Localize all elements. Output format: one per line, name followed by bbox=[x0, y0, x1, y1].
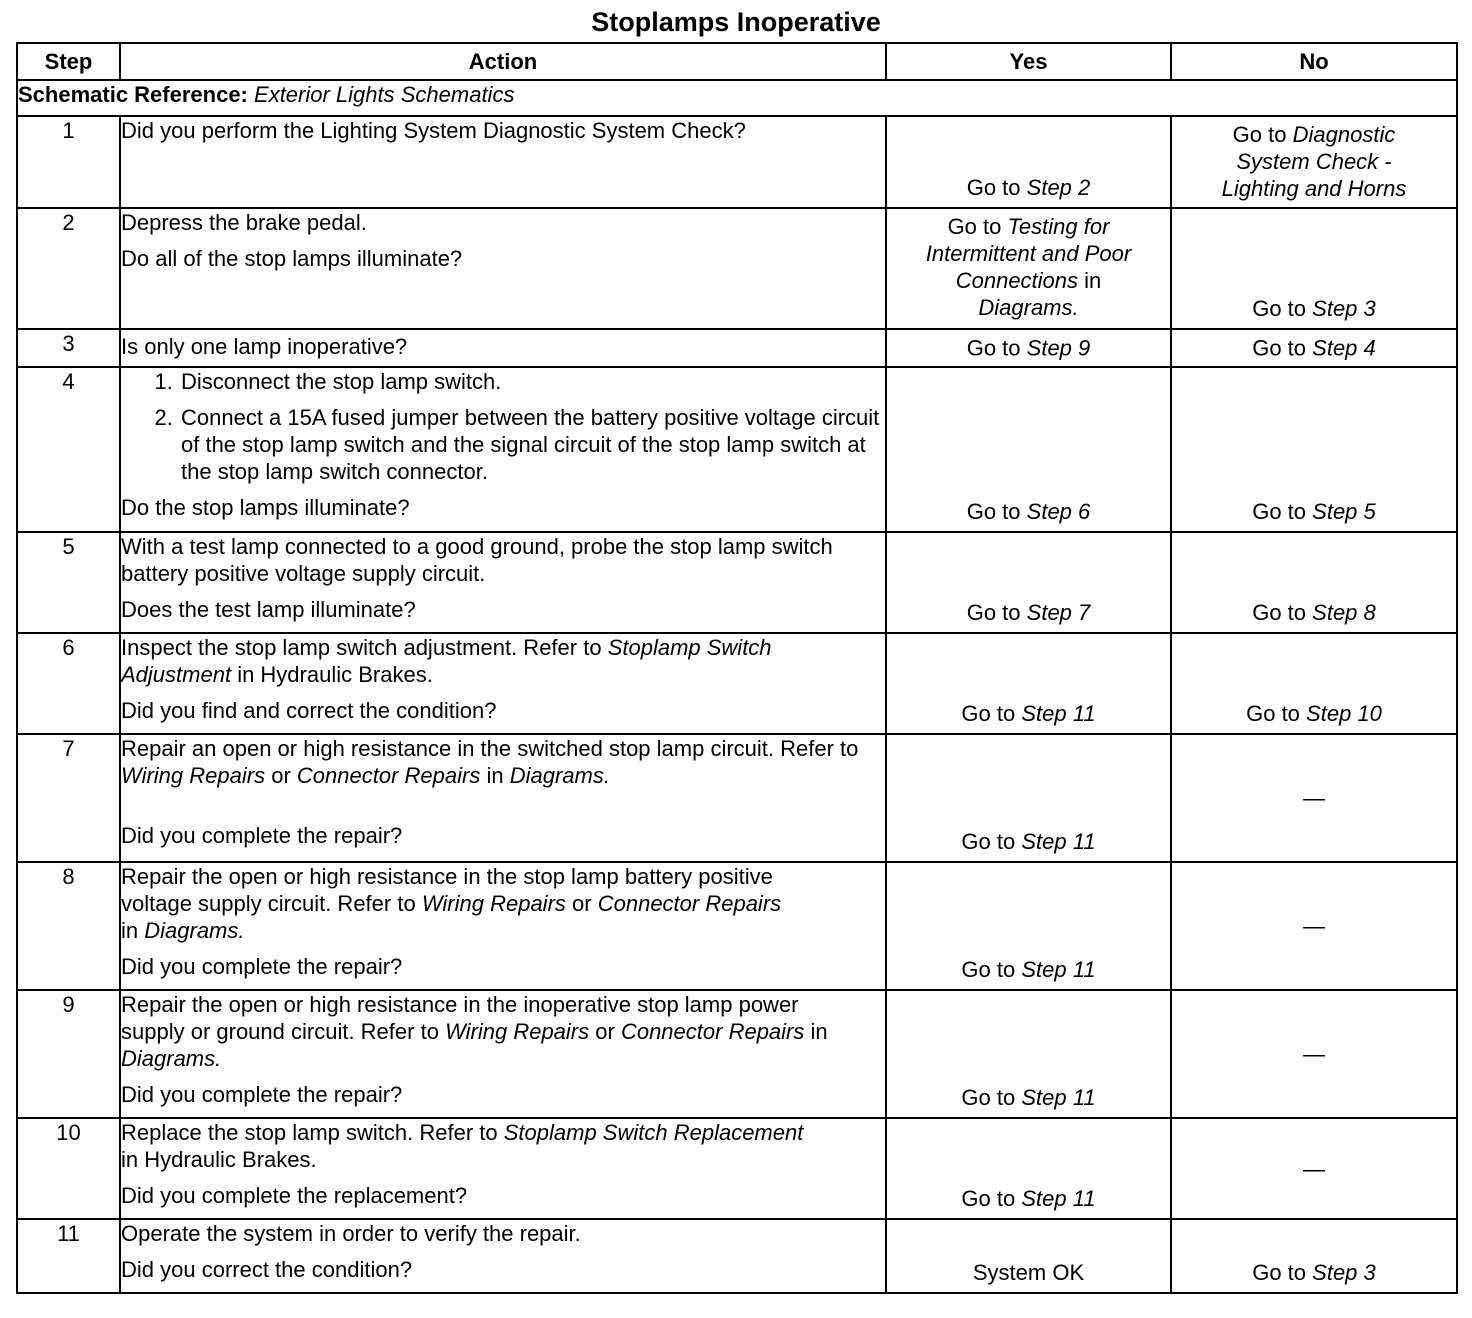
yes-prefix: Go to bbox=[961, 829, 1016, 854]
no-cell bbox=[1171, 990, 1457, 1118]
action-text-part: Repair the open or high resistance in the stop lamp battery positive voltage supply circuit. Refer to bbox=[121, 864, 773, 916]
no-step-link[interactable]: Step 4 bbox=[1312, 335, 1376, 361]
yes-cell bbox=[886, 208, 1171, 329]
column-header-yes: Yes bbox=[886, 43, 1171, 80]
column-header-action: Action bbox=[120, 43, 886, 80]
action-question: Do all of the stop lamps illuminate? bbox=[121, 246, 463, 271]
yes-cell bbox=[886, 633, 1171, 734]
action-question: Did you complete the repair? bbox=[121, 1082, 403, 1107]
page-title: Stoplamps Inoperative bbox=[591, 7, 881, 37]
no-step-link[interactable]: Step 5 bbox=[1312, 499, 1376, 524]
yes-cell bbox=[886, 329, 1171, 367]
yes-text: in bbox=[1084, 268, 1102, 293]
table-row bbox=[17, 862, 1457, 990]
table-row bbox=[17, 1219, 1457, 1293]
action-question: Did you complete the repair? bbox=[121, 823, 403, 848]
action-text-part: Inspect the stop lamp switch adjustment. Refer to bbox=[121, 635, 602, 660]
no-prefix: Go to bbox=[1232, 122, 1287, 147]
action-cell bbox=[120, 633, 886, 734]
yes-cell bbox=[886, 367, 1171, 532]
yes-step-link[interactable]: Step 11 bbox=[1021, 829, 1096, 854]
yes-step-link[interactable]: Step 6 bbox=[1026, 499, 1091, 524]
yes-cell bbox=[886, 1118, 1171, 1219]
yes-cell bbox=[886, 532, 1171, 633]
yes-cell bbox=[886, 990, 1171, 1118]
step-number: 10 bbox=[17, 1118, 120, 1219]
no-step-link[interactable]: Step 8 bbox=[1312, 600, 1376, 625]
action-text: Depress the brake pedal. bbox=[121, 210, 367, 235]
no-dash: — bbox=[1303, 1156, 1325, 1181]
action-text-part: in Hydraulic Brakes. bbox=[237, 662, 433, 687]
table-row bbox=[17, 208, 1457, 329]
action-text-part: or bbox=[271, 763, 291, 788]
reference-link[interactable]: Diagrams. bbox=[509, 763, 610, 788]
step-number: 9 bbox=[17, 990, 120, 1118]
action-cell bbox=[120, 862, 886, 990]
no-prefix: Go to bbox=[1252, 1260, 1307, 1285]
no-prefix: Go to bbox=[1252, 296, 1307, 321]
action-cell bbox=[120, 532, 886, 633]
action-text bbox=[121, 735, 885, 789]
action-text-part: in bbox=[810, 1019, 828, 1044]
table-row bbox=[17, 329, 1457, 367]
no-cell bbox=[1171, 208, 1457, 329]
yes-cell bbox=[886, 734, 1171, 862]
yes-cell bbox=[886, 862, 1171, 990]
no-cell bbox=[1171, 1219, 1457, 1293]
yes-prefix: Go to bbox=[966, 600, 1021, 625]
action-text: Operate the system in order to verify the repair. bbox=[121, 1221, 581, 1246]
action-text bbox=[121, 991, 885, 1072]
no-prefix: Go to bbox=[1246, 701, 1300, 726]
table-row bbox=[17, 1118, 1457, 1219]
reference-link[interactable]: Wiring Repairs bbox=[445, 1019, 590, 1044]
action-cell bbox=[120, 734, 886, 862]
action-steps-list bbox=[121, 368, 885, 485]
action-question: Did you complete the repair? bbox=[121, 954, 403, 979]
no-dash: — bbox=[1303, 913, 1325, 939]
action-text bbox=[121, 634, 885, 688]
action-cell bbox=[120, 1219, 886, 1293]
step-number: 2 bbox=[17, 208, 120, 329]
yes-result: System OK bbox=[972, 1260, 1085, 1285]
schematic-reference-link[interactable]: Exterior Lights Schematics bbox=[254, 82, 515, 107]
yes-step-link[interactable]: Step 11 bbox=[1021, 957, 1096, 982]
reference-link[interactable]: Stoplamp Switch Replacement bbox=[503, 1120, 804, 1145]
action-cell bbox=[120, 329, 886, 367]
step-number: 1 bbox=[17, 116, 120, 208]
table-row bbox=[17, 116, 1457, 208]
reference-link[interactable]: Wiring Repairs bbox=[421, 891, 566, 916]
yes-prefix: Go to bbox=[961, 957, 1016, 982]
no-cell bbox=[1171, 532, 1457, 633]
table-row bbox=[17, 734, 1457, 862]
action-text-part: Replace the stop lamp switch. Refer to bbox=[121, 1120, 498, 1145]
action-text-part: in Hydraulic Brakes. bbox=[121, 1147, 317, 1172]
action-question: Did you complete the replacement? bbox=[121, 1183, 468, 1208]
yes-prefix: Go to bbox=[966, 335, 1021, 361]
no-prefix: Go to bbox=[1252, 600, 1307, 625]
list-item: 2. Connect a 15A fused jumper between the battery positive voltage circuit of the stop lamp switch and the signal circuit of the stop lamp switch at the stop lamp switch connector. bbox=[179, 404, 885, 485]
schematic-reference bbox=[17, 80, 1457, 116]
table-row bbox=[17, 367, 1457, 532]
yes-cell bbox=[886, 116, 1171, 208]
action-text-part: or bbox=[595, 1019, 615, 1044]
no-prefix: Go to bbox=[1252, 499, 1307, 524]
action-text-part: Repair the open or high resistance in the inoperative stop lamp power supply or ground circuit. Refer to bbox=[121, 992, 799, 1044]
step-number: 4 bbox=[17, 367, 120, 532]
reference-link[interactable]: Diagrams. bbox=[144, 918, 245, 943]
action-question: Is only one lamp inoperative? bbox=[121, 334, 408, 359]
yes-prefix: Go to bbox=[961, 1085, 1016, 1110]
yes-prefix: Go to bbox=[961, 701, 1016, 726]
no-step-link[interactable]: Step 3 bbox=[1312, 1260, 1376, 1285]
yes-step-link[interactable]: Step 2 bbox=[1026, 175, 1091, 200]
no-ref-link[interactable]: Diagnostic bbox=[1292, 122, 1396, 147]
action-text bbox=[121, 1119, 885, 1173]
action-text-part: in bbox=[121, 918, 139, 943]
action-text: With a test lamp connected to a good ground, probe the stop lamp switch battery positive voltage supply circuit. bbox=[121, 534, 833, 586]
reference-link[interactable]: Connector Repairs bbox=[597, 891, 782, 916]
header-row bbox=[17, 43, 1457, 80]
no-cell bbox=[1171, 367, 1457, 532]
yes-step-link[interactable]: Step 7 bbox=[1026, 600, 1091, 625]
yes-prefix: Go to bbox=[966, 175, 1021, 200]
table-row bbox=[17, 633, 1457, 734]
no-step-link[interactable]: Step 3 bbox=[1312, 296, 1376, 321]
schematic-reference-label: Schematic Reference: bbox=[18, 82, 248, 107]
action-question: Did you correct the condition? bbox=[121, 1257, 413, 1282]
reference-link[interactable]: Connector Repairs bbox=[296, 763, 481, 788]
yes-prefix: Go to bbox=[961, 1186, 1016, 1211]
yes-step-link[interactable]: Step 11 bbox=[1021, 1186, 1096, 1211]
yes-step-link[interactable]: Step 11 bbox=[1021, 1085, 1096, 1110]
action-cell bbox=[120, 116, 886, 208]
yes-step-link[interactable]: Step 11 bbox=[1021, 701, 1096, 726]
no-dash: — bbox=[1303, 785, 1325, 811]
table-row bbox=[17, 532, 1457, 633]
action-cell bbox=[120, 208, 886, 329]
action-cell bbox=[120, 367, 886, 532]
reference-link[interactable]: Stoplamp Switch Adjustment bbox=[121, 635, 772, 687]
yes-ref-link[interactable]: Intermittent and Poor bbox=[925, 241, 1132, 266]
reference-link[interactable]: Connector Repairs bbox=[620, 1019, 805, 1044]
action-question: Does the test lamp illuminate? bbox=[121, 597, 416, 622]
yes-ref-link[interactable]: Testing for bbox=[1007, 214, 1110, 239]
yes-prefix: Go to bbox=[947, 214, 1002, 239]
no-dash: — bbox=[1303, 1041, 1325, 1067]
yes-ref-link[interactable]: Connections bbox=[955, 268, 1079, 293]
step-number: 7 bbox=[17, 734, 120, 862]
action-question: Do the stop lamps illuminate? bbox=[121, 495, 410, 520]
no-cell bbox=[1171, 329, 1457, 367]
no-cell bbox=[1171, 633, 1457, 734]
column-header-no: No bbox=[1171, 43, 1457, 80]
action-cell bbox=[120, 990, 886, 1118]
yes-cell bbox=[886, 1219, 1171, 1293]
no-ref-link[interactable]: Lighting and Horns bbox=[1221, 176, 1407, 201]
yes-prefix: Go to bbox=[966, 499, 1021, 524]
step-number: 3 bbox=[17, 329, 120, 367]
no-cell bbox=[1171, 1118, 1457, 1219]
action-text-part: in bbox=[486, 763, 504, 788]
yes-ref-link[interactable]: Diagrams. bbox=[978, 295, 1079, 320]
no-cell bbox=[1171, 734, 1457, 862]
schematic-reference-row bbox=[17, 80, 1457, 116]
no-cell bbox=[1171, 116, 1457, 208]
no-ref-link[interactable]: System Check - bbox=[1236, 149, 1392, 174]
yes-step-link[interactable]: Step 9 bbox=[1026, 335, 1091, 361]
action-text-part: or bbox=[572, 891, 592, 916]
diagnostic-table bbox=[16, 42, 1458, 1294]
no-prefix: Go to bbox=[1252, 335, 1307, 361]
step-number: 8 bbox=[17, 862, 120, 990]
column-header-step: Step bbox=[17, 43, 120, 80]
reference-link[interactable]: Wiring Repairs bbox=[121, 763, 266, 788]
step-number: 6 bbox=[17, 633, 120, 734]
action-question: Did you find and correct the condition? bbox=[121, 698, 497, 723]
action-text-part: Repair an open or high resistance in the switched stop lamp circuit. Refer to bbox=[121, 736, 859, 761]
no-cell bbox=[1171, 862, 1457, 990]
reference-link[interactable]: Diagrams. bbox=[121, 1046, 222, 1071]
list-item: 1. Disconnect the stop lamp switch. bbox=[179, 368, 885, 395]
action-text bbox=[121, 863, 885, 944]
action-question: Did you perform the Lighting System Diagnostic System Check? bbox=[121, 118, 746, 143]
table-row bbox=[17, 990, 1457, 1118]
step-number: 5 bbox=[17, 532, 120, 633]
action-cell bbox=[120, 1118, 886, 1219]
no-step-link[interactable]: Step 10 bbox=[1306, 701, 1382, 726]
step-number: 11 bbox=[17, 1219, 120, 1293]
